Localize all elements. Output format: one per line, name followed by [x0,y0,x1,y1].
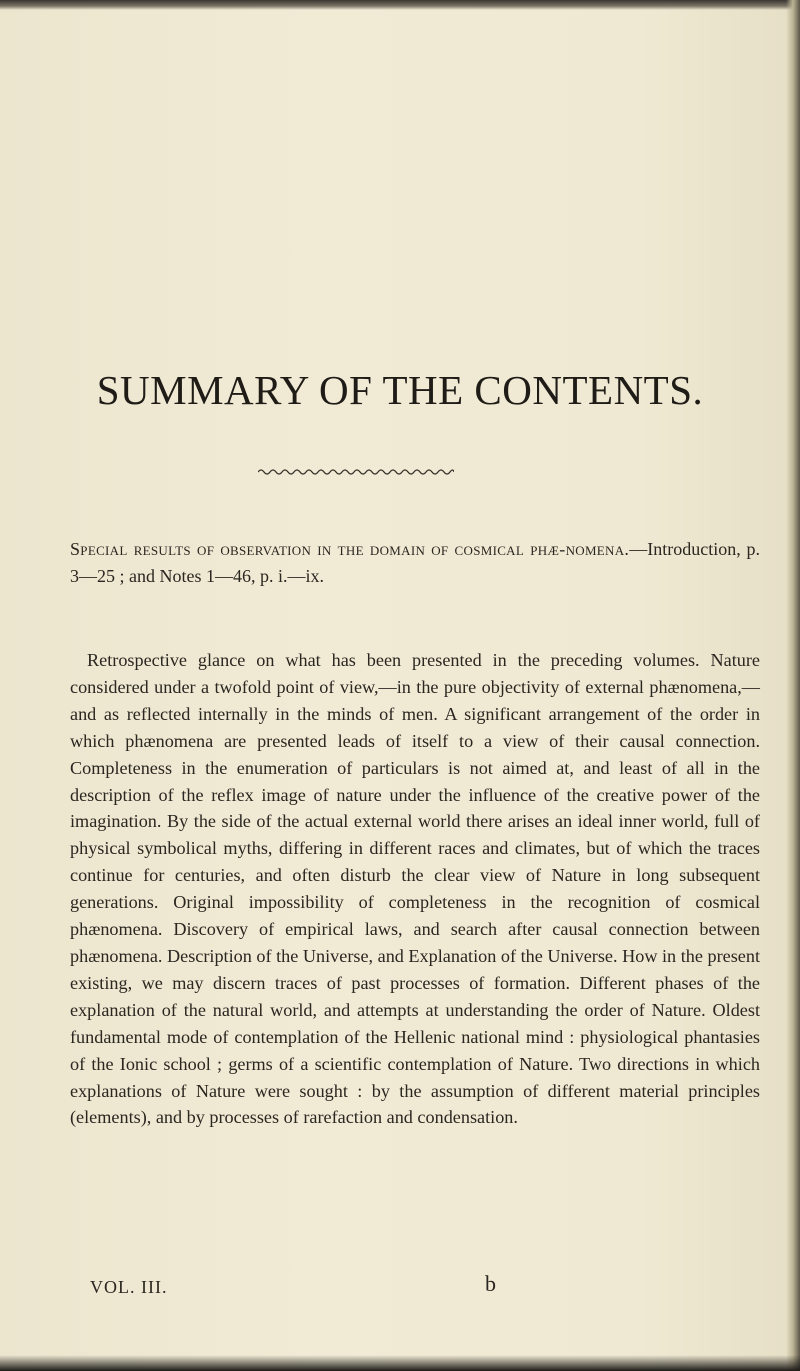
page-title: SUMMARY OF THE CONTENTS. [96,367,704,413]
page-top-edge-shadow [0,0,800,10]
section-heading-caps: Special results of observation in the domain of cosmical phæ-nomena. [70,539,630,559]
volume-label: VOL. III. [90,1277,168,1297]
summary-paragraph: Retrospective glance on what has been presented in the preceding volumes. Nature considered under a twofold point of view,—in the pure objectivity of external phænomena,—and as reflected internally in the minds of men. A significant arrangement of the order in which phænomena are presented leads of itself to a view of their causal connection. Completeness in the enumeration of particulars is not aimed at, and least of all in the description of the reflex image of nature under the influence of the creative power of the imagination. By the side of the actual external world there arises an ideal inner world, full of physical symbolical myths, differing in different races and climates, but of which the traces continue for centuries, and often disturb the clear view of Nature in long subsequent generations. Original impossibility of completeness in the recognition of cosmical phænomena. Discovery of empirical laws, and search after causal connection between phænomena. Description of the Universe, and Explanation of the Universe. How in the present existing, we may discern traces of past processes of formation. Different phases of the explanation of the natural world, and attempts at understanding the order of Nature. Oldest fundamental mode of contemplation of the Hellenic national mind : physiological phantasies of the Ionic school ; germs of a scientific contemplation of Nature. Two directions in which explanations of Nature were sought : by the assumption of different material principles (elements), and by processes of rarefaction and condensation. [70,650,760,1128]
signature-mark: b [485,1271,496,1296]
page-bottom-edge-shadow [0,1355,800,1371]
page-right-edge-shadow [786,0,800,1371]
section-heading [70,536,760,590]
wavy-rule-ornament-icon [258,468,454,476]
section-heading-reference: —Introduction, p. 3—25 ; and Notes 1—46, p. i.—ix. [70,539,760,586]
